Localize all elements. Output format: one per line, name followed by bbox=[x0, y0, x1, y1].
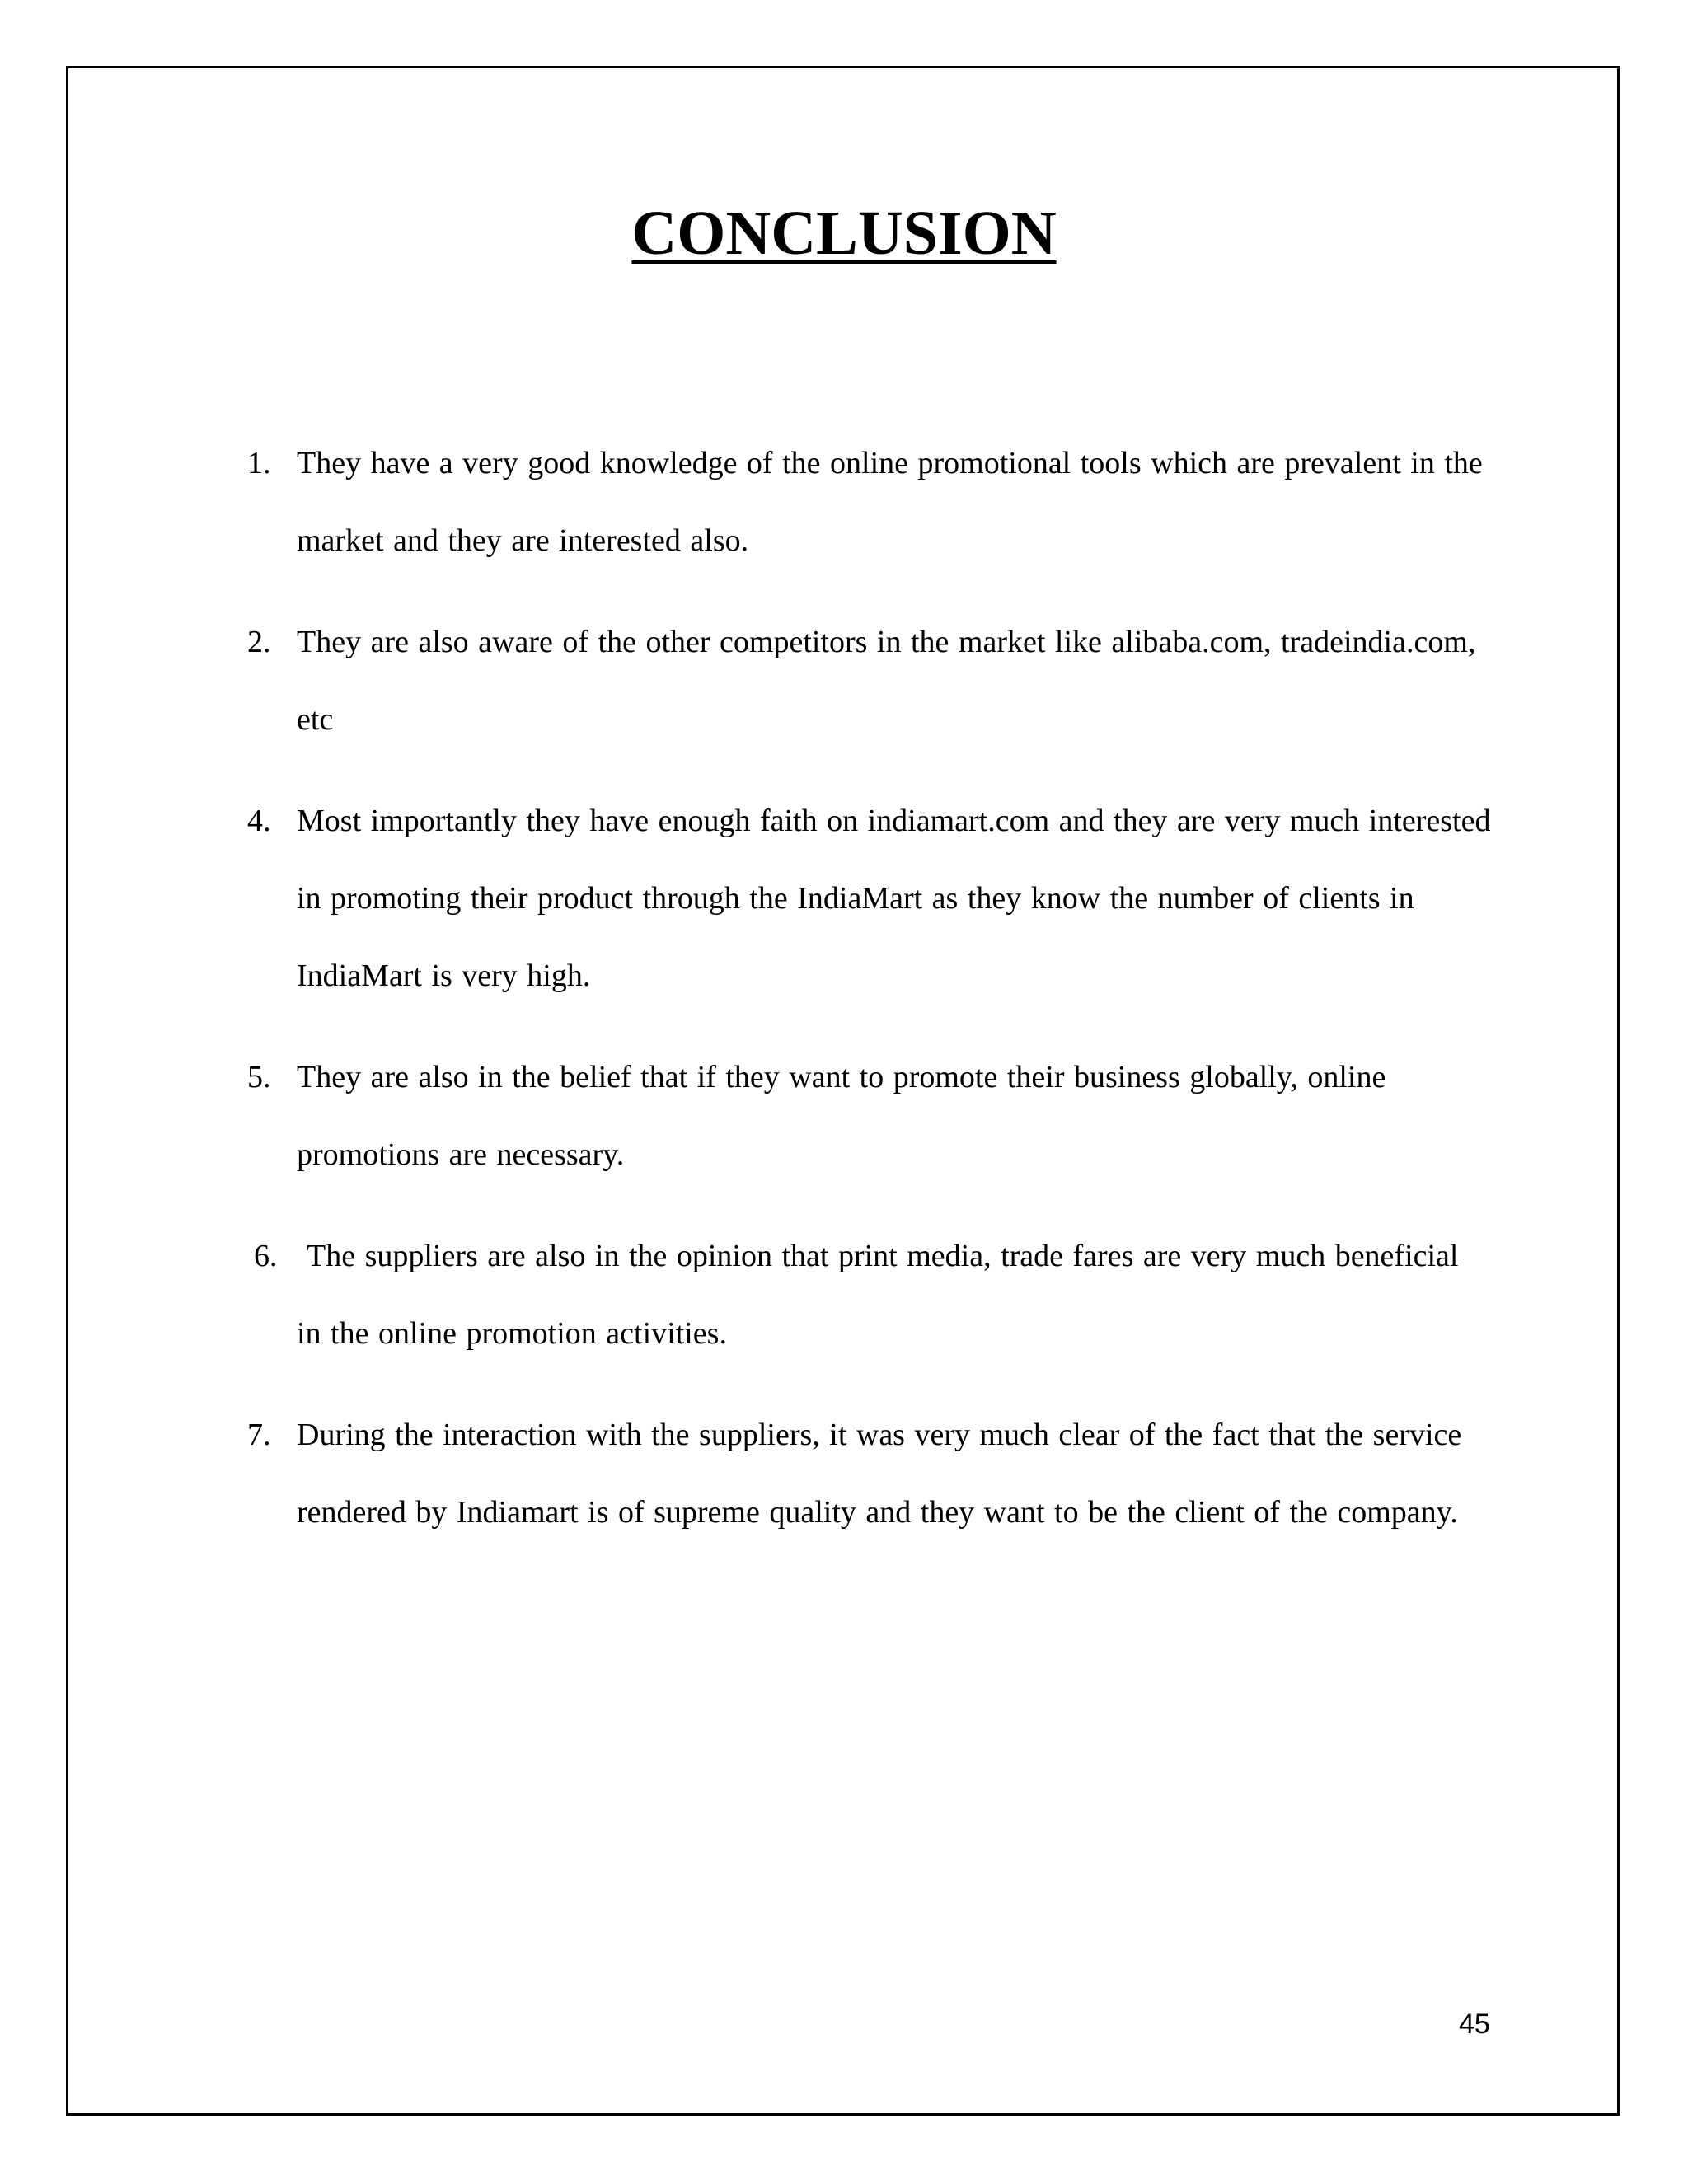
list-item bbox=[239, 1038, 1492, 1193]
list-item-text: The suppliers are also in the opinion that print media, trade fares are very much beneficial in the online promotion activities. bbox=[297, 1239, 1459, 1351]
list-item-text: Most importantly they have enough faith on indiamart.com and they are very much interested in promoting their product through the IndiaMart as they know the number of clients in IndiaMart is very high. bbox=[297, 804, 1491, 993]
list-item-text: During the interaction with the suppliers, it was very much clear of the fact that the service rendered by Indiamart is of supreme quality and they want to be the client of the company. bbox=[297, 1418, 1462, 1530]
list-item-text: They are also aware of the other competitors in the market like alibaba.com, tradeindia.com, etc bbox=[297, 625, 1476, 737]
list-item-number: 2. bbox=[247, 625, 271, 659]
page-number: 45 bbox=[1459, 2008, 1490, 2040]
list-item-number: 6. bbox=[254, 1239, 278, 1273]
list-item-text: They are also in the belief that if they want to promote their business globally, online promotions are necessary. bbox=[297, 1060, 1386, 1172]
conclusion-list bbox=[239, 424, 1492, 1575]
list-item-number: 4. bbox=[247, 804, 271, 838]
list-item-number: 7. bbox=[247, 1418, 271, 1452]
page-title-text: CONCLUSION bbox=[631, 199, 1057, 268]
list-item-number: 5. bbox=[247, 1060, 271, 1094]
list-item bbox=[239, 424, 1492, 579]
list-item bbox=[239, 782, 1492, 1015]
list-item-text: They have a very good knowledge of the online promotional tools which are prevalent in the market and they are interested also. bbox=[297, 446, 1483, 558]
list-item bbox=[239, 1396, 1492, 1551]
page-title bbox=[0, 196, 1688, 270]
list-item bbox=[239, 1217, 1492, 1372]
list-item bbox=[239, 603, 1492, 758]
list-item-number: 1. bbox=[247, 446, 271, 480]
